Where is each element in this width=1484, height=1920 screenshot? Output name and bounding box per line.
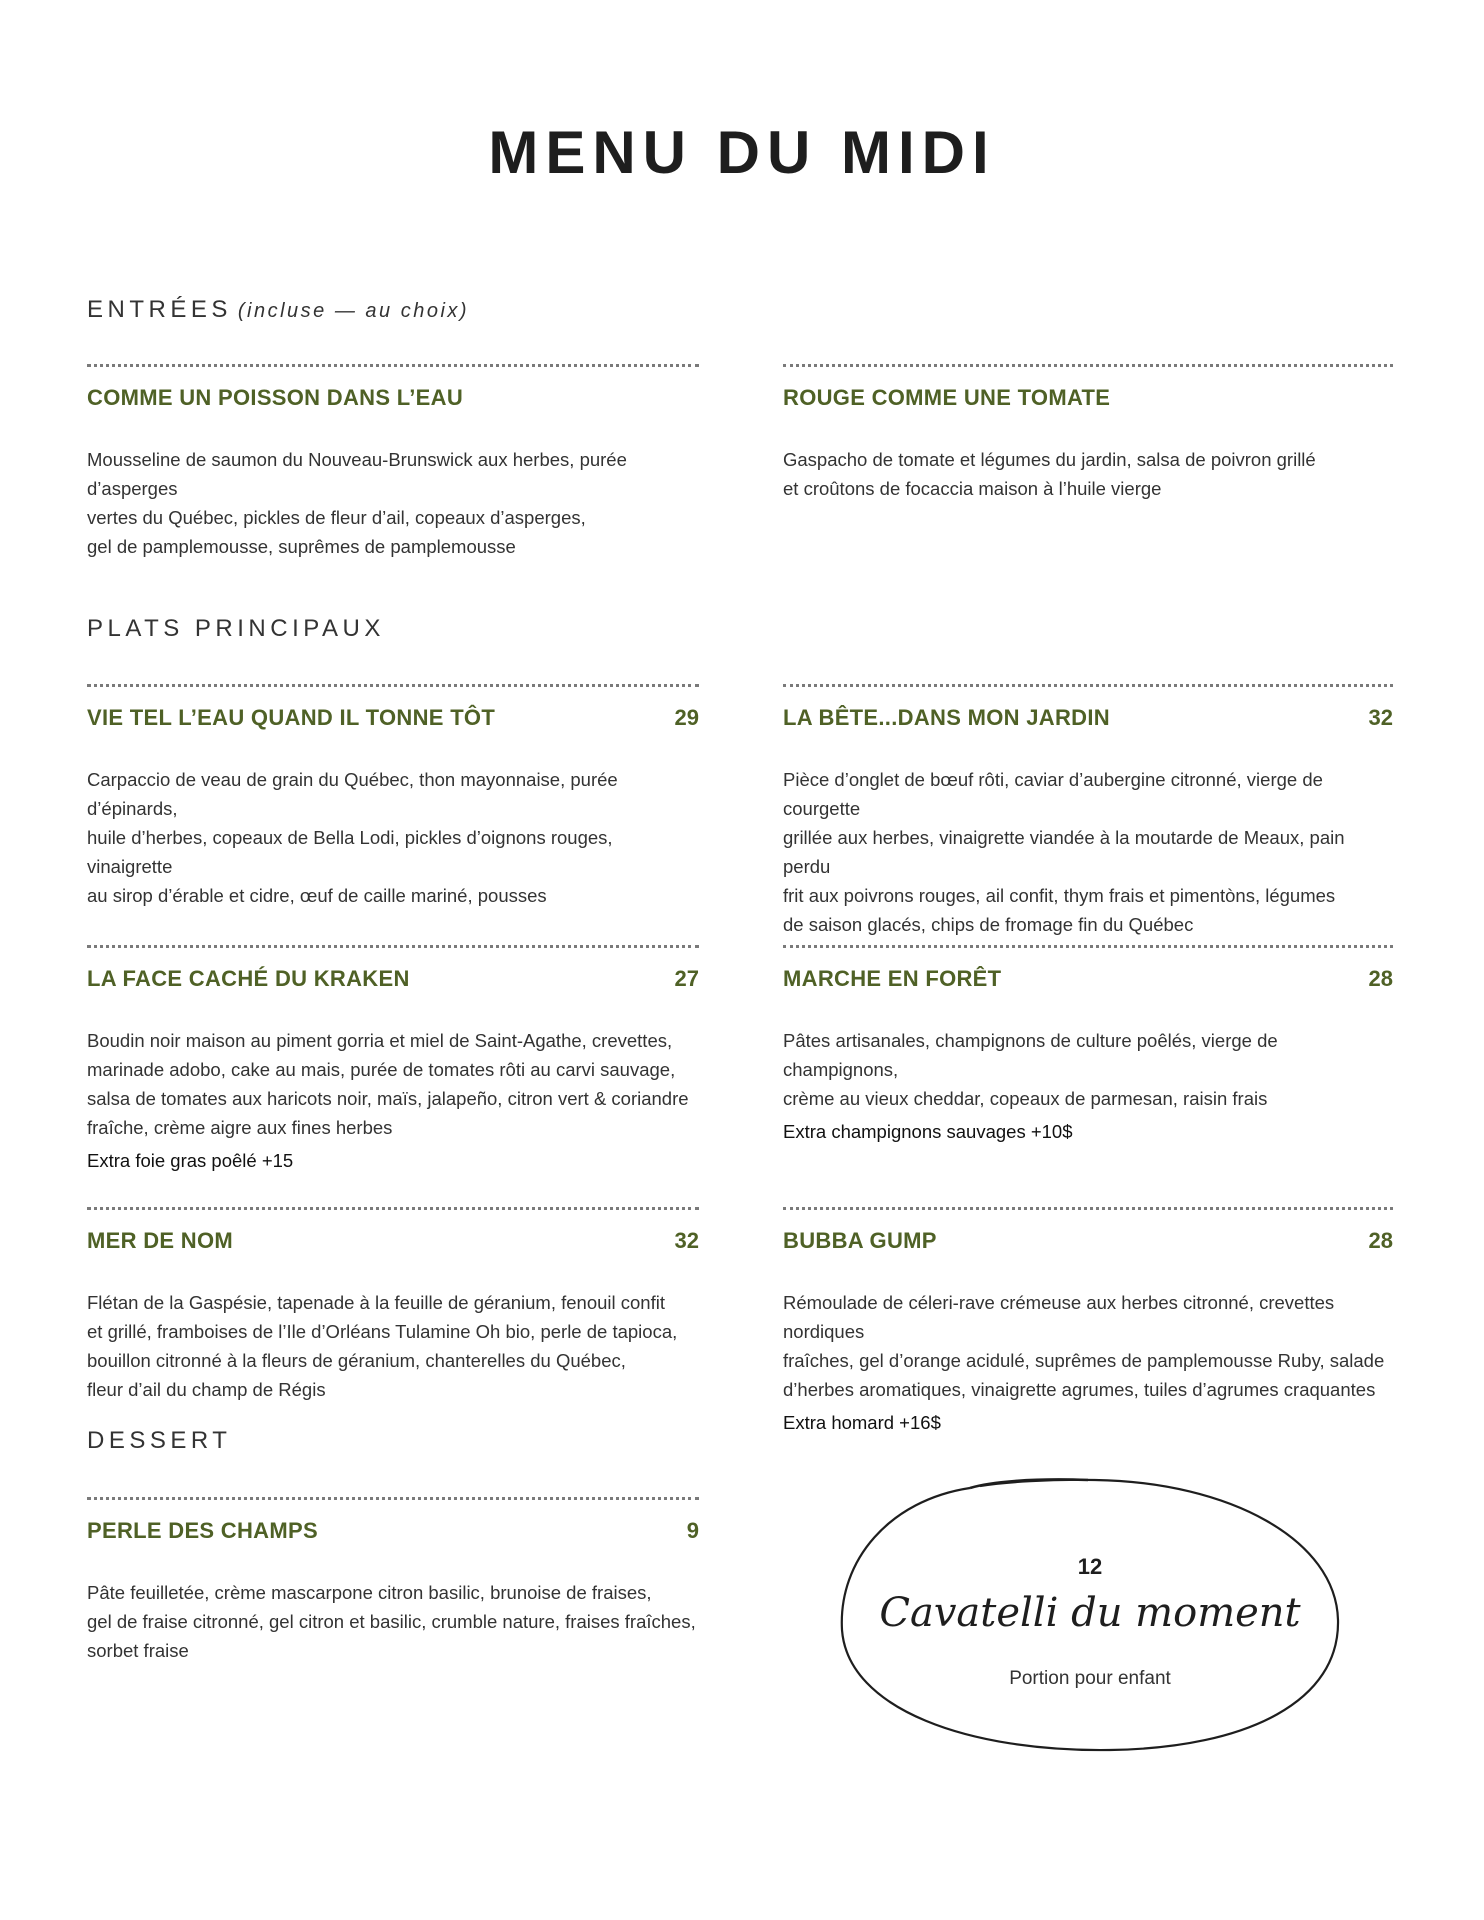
- item-name: VIE TEL L’EAU QUAND IL TONNE TÔT: [87, 705, 496, 730]
- item-description: Flétan de la Gaspésie, tapenade à la feuille de géranium, fenouil confit et grillé, framboises de l’Ile d’Orléans Tulamine Oh bio, perle de tapioca, bouillon citronné à la fleurs de géranium, chanterelles du Québec, fleur d’ail du champ de Régis: [87, 1292, 678, 1400]
- dotted-divider: [783, 684, 1393, 687]
- menu-item: [783, 684, 1393, 939]
- menu-item: [87, 1497, 699, 1665]
- section-heading-dessert: DESSERT: [87, 1427, 232, 1454]
- item-name: PERLE DES CHAMPS: [87, 1518, 318, 1543]
- menu-item: [87, 1207, 699, 1404]
- item-name: LA FACE CACHÉ DU KRAKEN: [87, 966, 410, 991]
- item-price: 32: [1368, 705, 1393, 730]
- dotted-divider: [783, 364, 1393, 367]
- item-extra: Extra foie gras poêlé +15: [87, 1150, 294, 1171]
- section-label: ENTRÉES: [87, 296, 232, 323]
- menu-item: [783, 364, 1393, 503]
- item-name: ROUGE COMME UNE TOMATE: [783, 385, 1111, 410]
- item-price: 9: [686, 1518, 699, 1543]
- item-price: 27: [674, 966, 699, 991]
- section-heading-entrees: [87, 296, 469, 324]
- section-heading-plats: PLATS PRINCIPAUX: [87, 615, 385, 642]
- dotted-divider: [87, 945, 699, 948]
- item-description: Pièce d’onglet de bœuf rôti, caviar d’aubergine citronné, vierge de courgette grillée aux herbes, vinaigrette viandée à la moutarde de Meaux, pain perdu frit aux poivrons rouges, ail confit, thym frais et pimentòns, légumes de saison glacés, chips de fromage fin du Québec: [783, 769, 1345, 935]
- menu-item: [87, 684, 699, 910]
- menu-item: [87, 945, 699, 1172]
- item-description: Boudin noir maison au piment gorria et miel de Saint-Agathe, crevettes, marinade adobo, cake au mais, purée de tomates rôti au carvi sauvage, salsa de tomates aux haricots noir, maïs, jalapeño, citron vert & coriandre fraîche, crème aigre aux fines herbes: [87, 1030, 689, 1138]
- item-price: 32: [674, 1228, 699, 1253]
- item-price: 28: [1368, 1228, 1393, 1253]
- item-description: Mousseline de saumon du Nouveau-Brunswick aux herbes, purée d’asperges vertes du Québec, pickles de fleur d’ail, copeaux d’asperges, gel de pamplemousse, suprêmes de pamplemousse: [87, 449, 627, 557]
- item-description: Rémoulade de céleri-rave crémeuse aux herbes citronné, crevettes nordiques fraîches, gel d’orange acidulé, suprêmes de pamplemousse Ruby, salade d’herbes aromatiques, vinaigrette agrumes, tuiles d’agrumes craquantes: [783, 1292, 1385, 1400]
- item-description: Pâtes artisanales, champignons de culture poêlés, vierge de champignons, crème au vieux cheddar, copeaux de parmesan, raisin frais: [783, 1030, 1278, 1109]
- item-name: MER DE NOM: [87, 1228, 233, 1253]
- kids-price: 12: [1077, 1554, 1103, 1579]
- item-description: Carpaccio de veau de grain du Québec, thon mayonnaise, purée d’épinards, huile d’herbes, copeaux de Bella Lodi, pickles d’oignons rouges, vinaigrette au sirop d’érable et cidre, œuf de caille mariné, pousses: [87, 769, 618, 906]
- item-description: Pâte feuilletée, crème mascarpone citron basilic, brunoise de fraises, gel de fraise citronné, gel citron et basilic, crumble nature, fraises fraîches, sorbet fraise: [87, 1582, 696, 1661]
- item-name: MARCHE EN FORÊT: [783, 966, 1002, 991]
- dotted-divider: [783, 1207, 1393, 1210]
- menu-item: [783, 945, 1393, 1143]
- kids-note: Portion pour enfant: [1009, 1668, 1171, 1689]
- page-title: MENU DU MIDI: [488, 119, 996, 186]
- item-extra: Extra homard +16$: [783, 1412, 941, 1433]
- item-extra: Extra champignons sauvages +10$: [783, 1121, 1073, 1142]
- kids-special: [830, 1470, 1350, 1770]
- dotted-divider: [87, 684, 699, 687]
- item-name: COMME UN POISSON DANS L’EAU: [87, 385, 464, 410]
- menu-item: [783, 1207, 1393, 1434]
- dotted-divider: [783, 945, 1393, 948]
- item-name: BUBBA GUMP: [783, 1228, 937, 1253]
- item-price: 29: [674, 705, 699, 730]
- item-description: Gaspacho de tomate et légumes du jardin, salsa de poivron grillé et croûtons de focaccia maison à l’huile vierge: [783, 449, 1316, 499]
- menu-item: [87, 364, 699, 561]
- dotted-divider: [87, 364, 699, 367]
- item-price: 28: [1368, 966, 1393, 991]
- section-note: (incluse — au choix): [237, 300, 470, 322]
- item-name: LA BÊTE...DANS MON JARDIN: [783, 705, 1110, 730]
- dotted-divider: [87, 1207, 699, 1210]
- dotted-divider: [87, 1497, 699, 1500]
- kids-dish-name: Cavatelli du moment: [879, 1590, 1301, 1636]
